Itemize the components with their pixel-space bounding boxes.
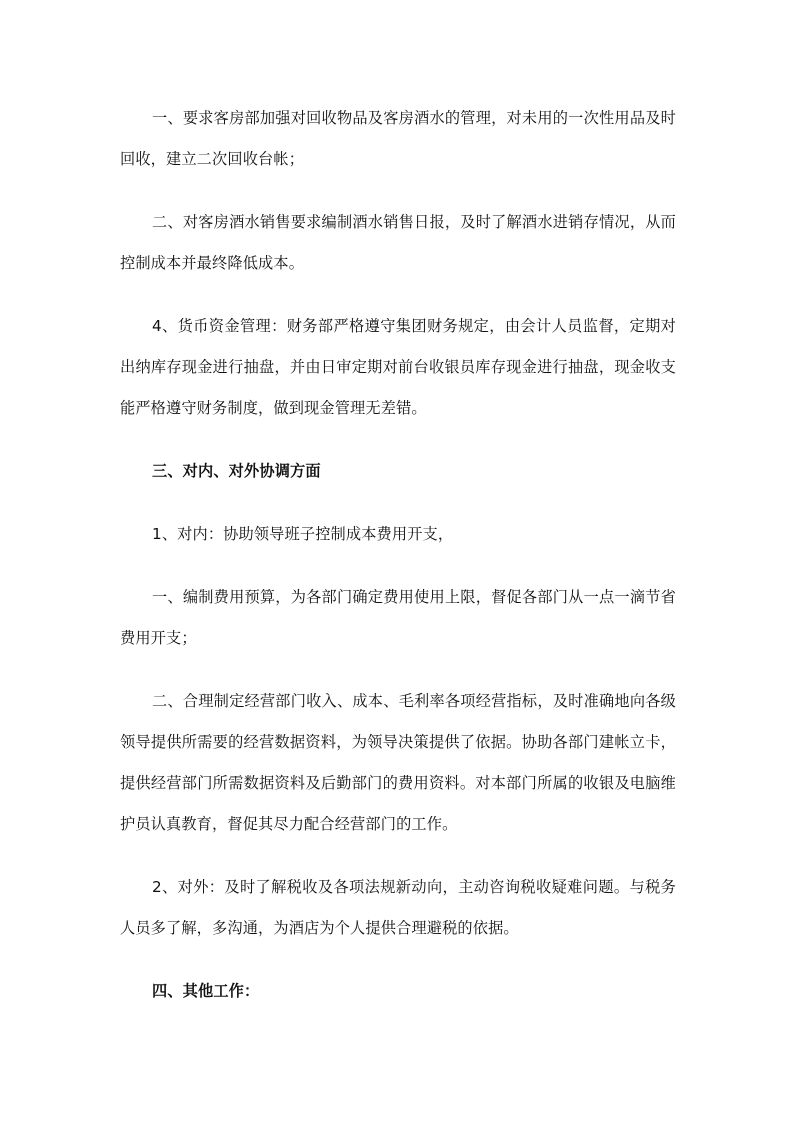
paragraph-gap [120, 284, 676, 306]
paragraph-operating-indicators: 二、合理制定经营部门收入、成本、毛利率各项经营指标，及时准确地向各级领导提供所需要的经营数据资料，为领导决策提供了依据。协助各部门建帐立卡，提供经营部门所需数据资料及后勤部门的费用资料。对本部门所属的收银及电脑维护员认真教育，督促其尽力配合经营部门的工作。 [120, 692, 676, 833]
paragraph-internal-coordination: 1、对内：协助领导班子控制成本费用开支， [152, 525, 454, 543]
paragraph-gap [120, 845, 676, 867]
document-body [120, 98, 676, 1012]
paragraph-cash-management: 4、货币资金管理：财务部严格遵守集团财务规定，由会计人员监督，定期对出纳库存现金进行抽盘，并由日审定期对前台收银员库存现金进行抽盘，现金收支能严格遵守财务制度，做到现金管理无差错。 [120, 317, 676, 417]
paragraph-gap [120, 429, 676, 451]
paragraph-gap [120, 659, 676, 681]
section-heading-coordination: 三、对内、对外协调方面 [152, 462, 321, 480]
section-heading-other-work: 四、其他工作： [152, 982, 260, 1000]
paragraph-gap [120, 180, 676, 202]
paragraph-gap [120, 949, 676, 971]
paragraph-gap [120, 492, 676, 514]
paragraph-guest-room-recycling: 一、要求客房部加强对回收物品及客房酒水的管理，对未用的一次性用品及时回收，建立二次回收台帐； [120, 109, 676, 168]
paragraph-external-coordination: 2、对外：及时了解税收及各项法规新动向，主动咨询税收疑难问题。与税务人员多了解，多沟通，为酒店为个人提供合理避税的依据。 [120, 878, 676, 937]
paragraph-gap [120, 555, 676, 577]
paragraph-beverage-sales-report: 二、对客房酒水销售要求编制酒水销售日报，及时了解酒水进销存情况，从而控制成本并最终降低成本。 [120, 213, 676, 272]
paragraph-expense-budget: 一、编制费用预算，为各部门确定费用使用上限，督促各部门从一点一滴节省费用开支； [120, 588, 676, 647]
